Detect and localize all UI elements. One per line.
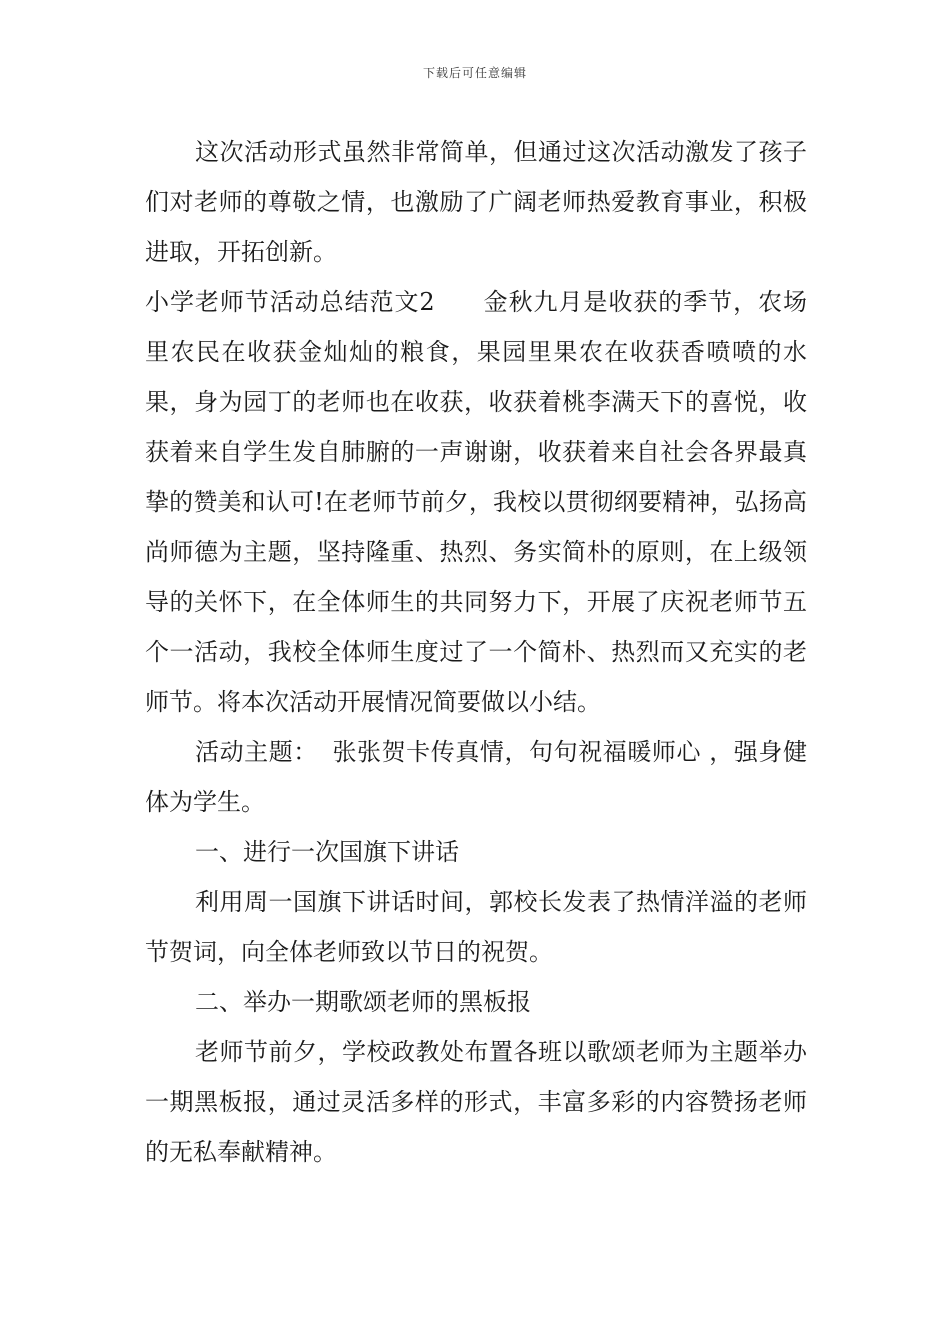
- paragraph-blackboard: 老师节前夕，学校政教处布置各班以歌颂老师为主题举办一期黑板报，通过灵活多样的形式，丰富多彩的内容赞扬老师的无私奉献精神。: [145, 1038, 807, 1166]
- paragraph-sample-2: [145, 277, 807, 727]
- paragraph-flag-speech: 利用周一国旗下讲话时间，郭校长发表了热情洋溢的老师节贺词，向全体老师致以节日的祝贺。: [145, 888, 807, 966]
- sample-title: 小学老师节活动总结范文2: [145, 288, 435, 316]
- paragraph-activity-theme: [145, 727, 807, 827]
- sample-body: 金秋九月是收获的季节，农场里农民在收获金灿灿的粮食，果园里果农在收获香喷喷的水果，身为园丁的老师也在收获，收获着桃李满天下的喜悦，收获着来自学生发自肺腑的一声谢谢，收获着来自社会各界最真挚的赞美和认可!在老师节前夕，我校以贯彻纲要精神，弘扬高尚师德为主题，坚持隆重、热烈、务实简朴的原则，在上级领导的关怀下，在全体师生的共同努力下，开展了庆祝老师节五个一活动，我校全体师生度过了一个简朴、热烈而又充实的老师节。将本次活动开展情况简要做以小结。: [145, 288, 807, 716]
- theme-body: 张张贺卡传真情，句句祝福暖师心 ，强身健体为学生。: [145, 738, 807, 816]
- document-body: [145, 127, 807, 1177]
- section-heading-2: 二、举办一期歌颂老师的黑板报: [195, 988, 531, 1016]
- theme-label: 活动主题：: [195, 738, 318, 766]
- page-header: 下载后可任意编辑: [422, 66, 527, 80]
- section-heading-1: 一、进行一次国旗下讲话: [195, 838, 459, 866]
- paragraph-activity-conclusion: 这次活动形式虽然非常简单，但通过这次活动激发了孩子们对老师的尊敬之情，也激励了广阔老师热爱教育事业，积极进取，开拓创新。: [145, 138, 807, 266]
